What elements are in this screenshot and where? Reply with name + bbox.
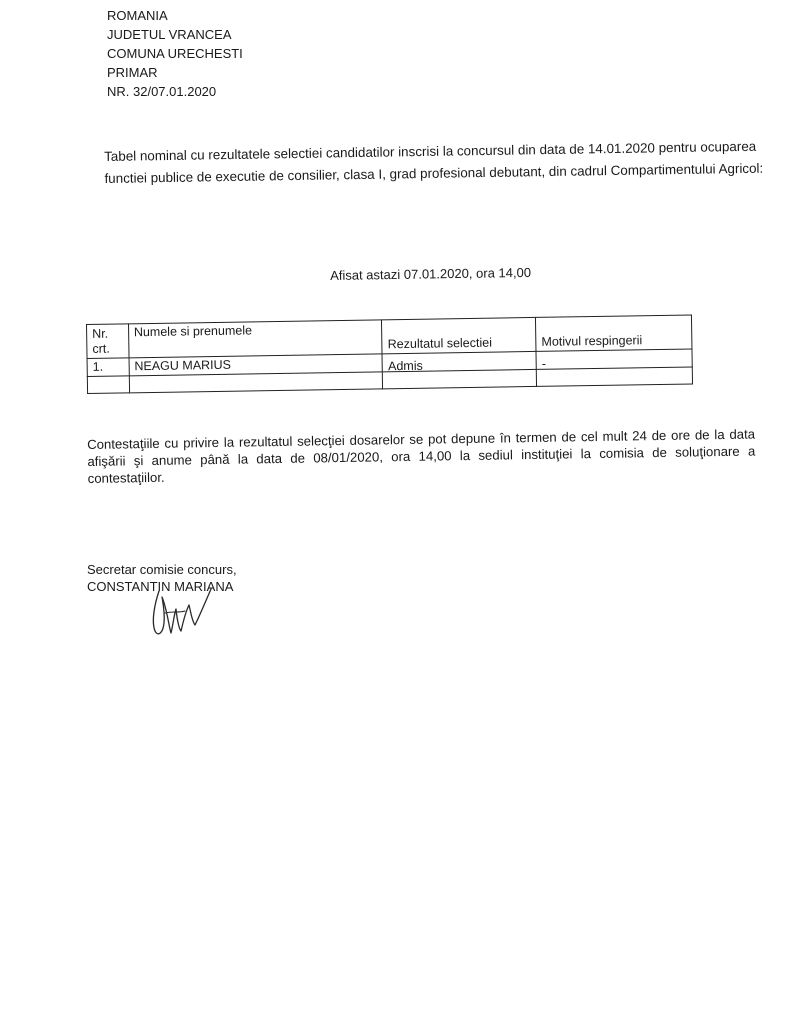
signatory-name: CONSTANTIN MARIANA — [87, 579, 234, 594]
cell-nr: 1. — [87, 358, 129, 377]
cell-nr — [87, 376, 129, 394]
header-registration-number: NR. 32/07.01.2020 — [107, 84, 217, 99]
header-name: Numele si prenumele — [128, 320, 382, 358]
header-office: PRIMAR — [107, 65, 158, 80]
document-header — [107, 6, 243, 101]
handwritten-signature-icon — [145, 583, 215, 643]
header-commune: COMUNA URECHESTI — [107, 46, 243, 61]
contestation-paragraph: Contestaţiile cu privire la rezultatul selecţiei dosarelor se pot depune în termen de cel mult 24 de ore de la data afişării şi anume până la data de 08/01/2020, ora 14,00 la sediul instituţiei la comisia de soluţionare a contestaţiilor. — [87, 426, 756, 486]
posted-date: Afisat astazi 07.01.2020, ora 14,00 — [330, 264, 532, 283]
results-table-wrapper — [86, 314, 693, 394]
signatory-role: Secretar comisie concurs, — [87, 562, 237, 577]
cell-name — [129, 372, 383, 393]
header-reason: Motivul respingerii — [536, 315, 692, 351]
cell-name: NEAGU MARIUS — [129, 354, 383, 376]
header-county: JUDETUL VRANCEA — [107, 27, 232, 42]
intro-paragraph: Tabel nominal cu rezultatele selectiei candidatilor inscrisi la concursul din data de 14.01.2020 pentru ocuparea functiei publice de executie de consilier, clasa I, grad profesional debutant, din cadrul Compartimentului Agricol: — [104, 138, 764, 186]
header-result: Rezultatul selectiei — [382, 317, 536, 353]
cell-reason — [536, 367, 692, 386]
header-country: ROMANIA — [107, 8, 168, 23]
cell-reason-text: - — [541, 356, 547, 371]
cell-result-text: Admis — [387, 358, 423, 374]
results-table — [86, 314, 693, 394]
header-nr: Nr. crt. — [87, 324, 129, 359]
